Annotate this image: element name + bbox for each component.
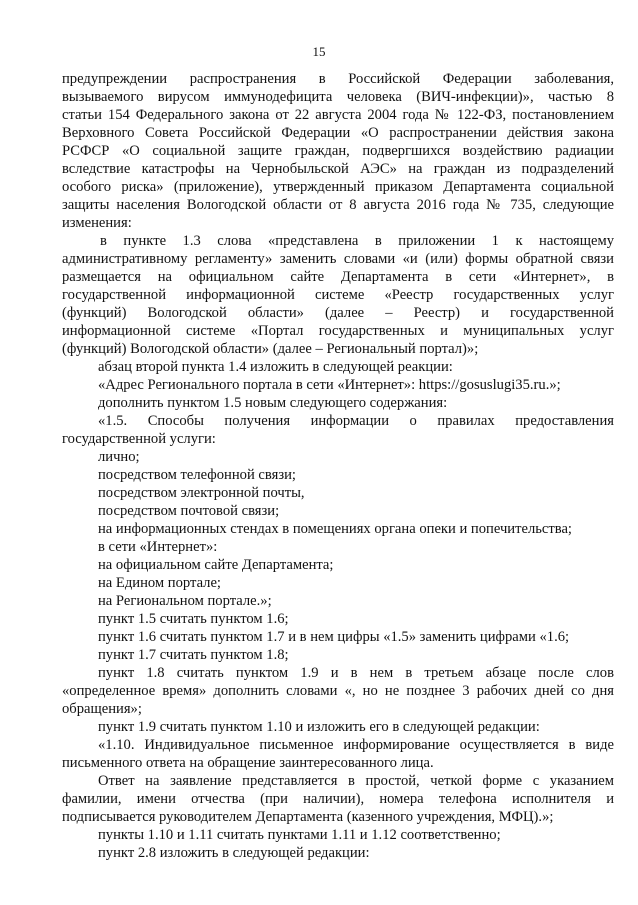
text-line: государственной услуги: bbox=[62, 431, 216, 447]
text-line: «1.10. Индивидуальное письменное информирование осуществляется в виде bbox=[98, 737, 614, 753]
text-line: фамилии, имени отчества (при наличии), номера телефона исполнителя и bbox=[62, 791, 614, 807]
text-line: в пункте 1.3 слова «представлена в приложении 1 к настоящему bbox=[100, 233, 614, 249]
text-line: лично; bbox=[98, 449, 140, 465]
text-line: пункт 1.6 считать пунктом 1.7 и в нем цифры «1.5» заменить цифрами «1.6; bbox=[98, 629, 570, 645]
text-line: в сети «Интернет»: bbox=[98, 539, 218, 555]
text-line: «Адрес Регионального портала в сети «Интернет»: https://gosuslugi35.ru.»; bbox=[98, 377, 561, 393]
text-line: на Едином портале; bbox=[98, 575, 221, 591]
document-body bbox=[62, 70, 614, 862]
text-line: административному регламенту» заменить словами «и (или) формы обратной связи bbox=[62, 251, 614, 267]
text-line: защиты населения Вологодской области от 8 августа 2016 года № 735, следующие bbox=[62, 197, 614, 213]
text-line: обращения»; bbox=[62, 701, 142, 717]
text-line: посредством почтовой связи; bbox=[98, 503, 280, 519]
text-line: изменения: bbox=[62, 215, 132, 231]
text-line: статьи 154 Федерального закона от 22 августа 2004 года № 122-ФЗ, постановлением bbox=[62, 107, 614, 123]
page-number: 15 bbox=[312, 44, 326, 59]
text-line: пункты 1.10 и 1.11 считать пунктами 1.11 и 1.12 соответственно; bbox=[98, 827, 501, 843]
text-line: Верховного Совета Российской Федерации «О распространении действия закона bbox=[62, 125, 614, 141]
text-line: письменного ответа на обращение заинтересованного лица. bbox=[62, 755, 434, 771]
text-line: вызываемого вирусом иммунодефицита человека (ВИЧ-инфекции)», частью 8 bbox=[62, 89, 614, 105]
text-line: Ответ на заявление представляется в простой, четкой форме с указанием bbox=[98, 773, 614, 789]
text-line: пункт 1.7 считать пунктом 1.8; bbox=[98, 647, 289, 663]
text-line: предупреждении распространения в Российской Федерации заболевания, bbox=[62, 71, 614, 87]
text-line: абзац второй пункта 1.4 изложить в следующей реакции: bbox=[98, 359, 453, 375]
text-line: посредством телефонной связи; bbox=[98, 467, 296, 483]
text-line: «1.5. Способы получения информации о правилах предоставления bbox=[98, 413, 614, 429]
text-line: подписывается руководителем Департамента (казенного учреждения, МФЦ).»; bbox=[62, 809, 554, 825]
text-line: пункт 1.9 считать пунктом 1.10 и изложить его в следующей редакции: bbox=[98, 719, 540, 735]
text-line: РСФСР «О социальной защите граждан, подвергшихся воздействию радиации bbox=[62, 143, 614, 159]
text-line: пункт 1.5 считать пунктом 1.6; bbox=[98, 611, 289, 627]
text-line: посредством электронной почты, bbox=[98, 485, 305, 501]
text-line: (функций) Вологодской области» (далее – Региональный портал)»; bbox=[62, 341, 479, 357]
text-line: пункт 1.8 считать пунктом 1.9 и в нем в третьем абзаце после слов bbox=[98, 665, 614, 681]
text-line: информационной системе «Портал государственных и муниципальных услуг bbox=[62, 323, 614, 339]
text-line: (функций) Вологодской области» (далее – Реестр) и государственной bbox=[62, 305, 614, 321]
text-line: пункт 2.8 изложить в следующей редакции: bbox=[98, 845, 370, 861]
text-line: особого риска» (приложение), утвержденный приказом Департамента социальной bbox=[62, 179, 614, 195]
text-line: на Региональном портале.»; bbox=[98, 593, 272, 609]
text-line: размещается на официальном сайте Департамента в сети «Интернет», в bbox=[62, 269, 614, 285]
text-line: «определенное время» дополнить словами «, но не позднее 3 рабочих дней со дня bbox=[62, 683, 614, 699]
text-line: государственной информационной системе «Реестр государственных услуг bbox=[62, 287, 614, 303]
text-line: на официальном сайте Департамента; bbox=[98, 557, 334, 573]
text-line: на информационных стендах в помещениях органа опеки и попечительства; bbox=[98, 521, 572, 537]
text-line: вследствие катастрофы на Чернобыльской АЭС» на граждан из подразделений bbox=[62, 161, 614, 177]
text-line: дополнить пунктом 1.5 новым следующего содержания: bbox=[98, 395, 448, 411]
